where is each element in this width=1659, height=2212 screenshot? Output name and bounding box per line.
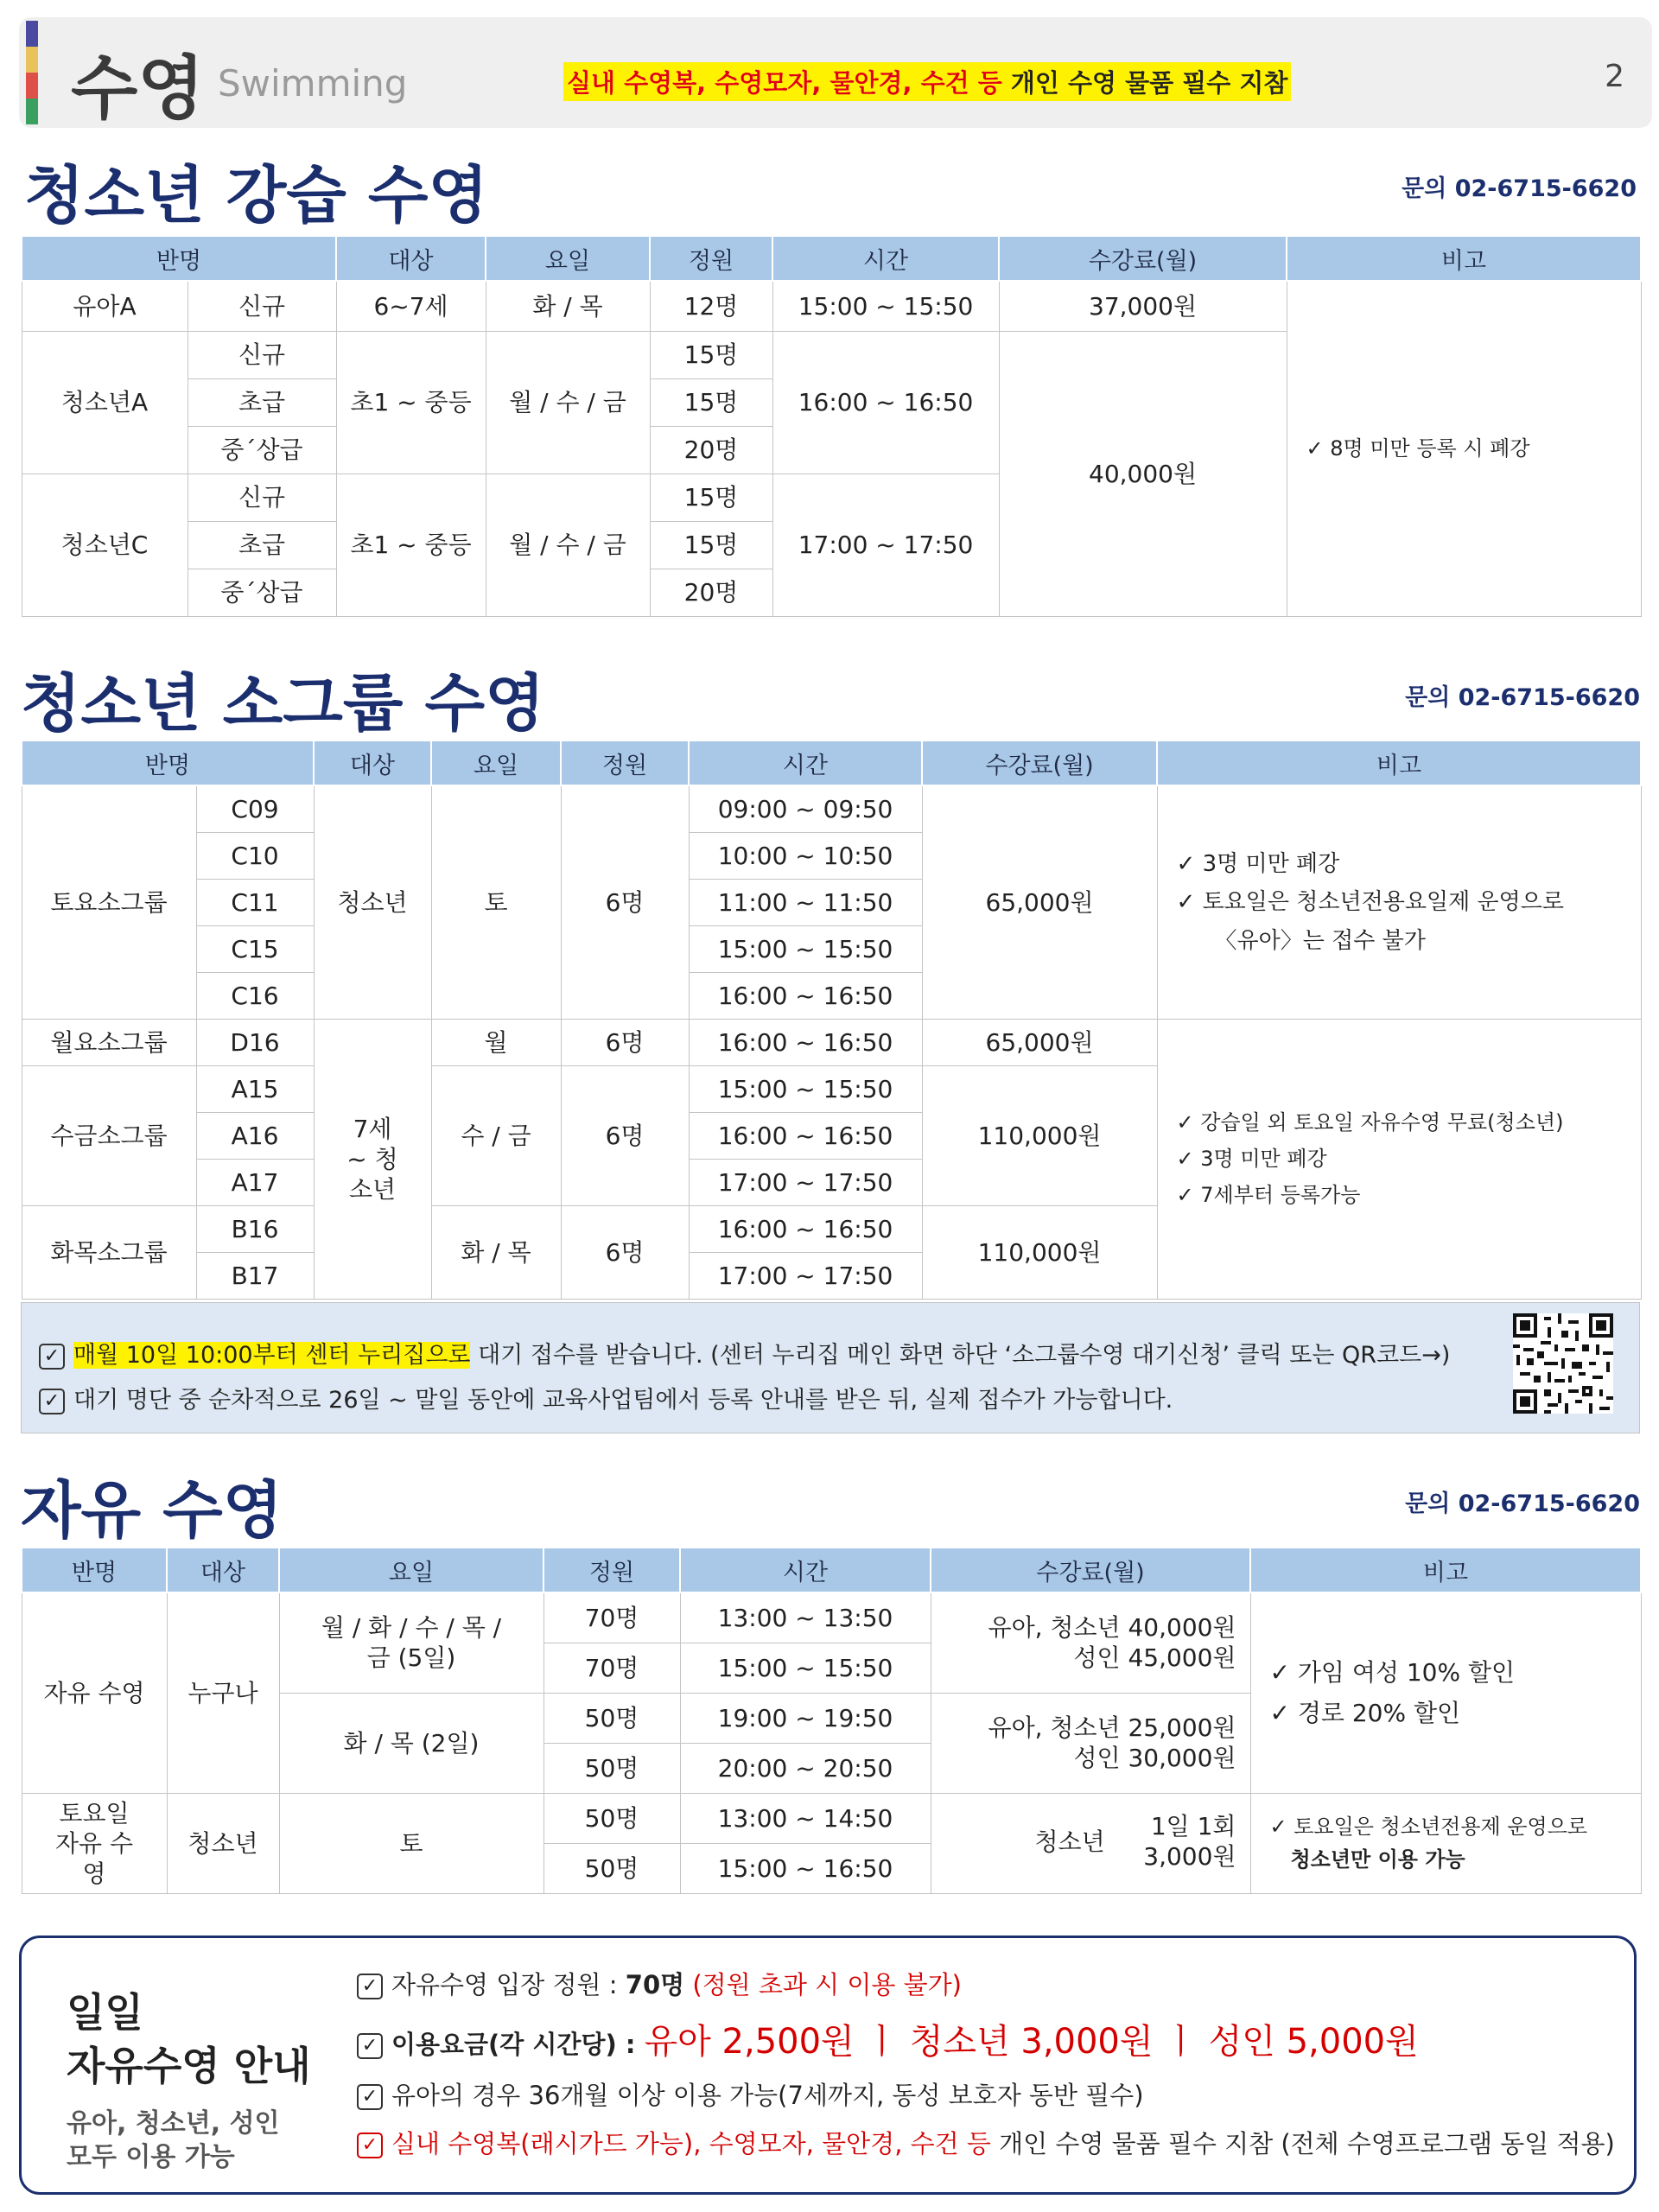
class-level: 초급: [188, 378, 336, 426]
class-level: 초급: [188, 521, 336, 569]
table-row: [22, 1019, 1641, 1065]
info-line-items: [357, 2125, 1615, 2160]
class-target: 7세 ~ 청소년: [314, 1019, 431, 1299]
class-code: C16: [196, 972, 314, 1019]
info-text: 70명: [625, 1970, 685, 1999]
class-time: 15:00 ~ 15:50: [689, 1065, 922, 1112]
note-line: ✓ 강습일 외 토요일 자유수영 무료(청소년): [1176, 1110, 1564, 1135]
note-line: ✓ 8명 미만 등록 시 폐강: [1306, 436, 1530, 461]
info-text: 실내 수영복(래시가드 가능), 수영모자, 물안경, 수건 등: [391, 2129, 991, 2158]
sat-note: [1157, 785, 1641, 1019]
checkbox-icon: ✓: [357, 2133, 383, 2158]
class-target: 초1 ~ 중등: [336, 474, 486, 616]
class-days: 토: [431, 785, 561, 1019]
class-capacity: 15명: [650, 378, 772, 426]
class-code: A15: [196, 1065, 314, 1112]
fee-line: 성인 30,000원: [1073, 1744, 1236, 1772]
fee-line: 유아, 청소년 40,000원: [988, 1613, 1236, 1643]
class-time: 17:00 ~ 17:50: [689, 1159, 922, 1205]
class-time: 16:00 ~ 16:50: [689, 1019, 922, 1065]
class-capacity: 50명: [543, 1793, 680, 1843]
class-name: 자유 수영: [22, 1592, 167, 1793]
note-line: ✓ 경로 20% 할인: [1269, 1699, 1461, 1728]
note-line: ✓ 토요일은 청소년전용제 운영으로: [1269, 1815, 1588, 1839]
class-fee: 40,000원: [999, 331, 1287, 616]
class-fee: 65,000원: [922, 1019, 1157, 1065]
note-line: ✓ 7세부터 등록가능: [1176, 1183, 1361, 1207]
col-header-time: 시간: [772, 236, 999, 281]
class-level: 중ˊ상급: [188, 569, 336, 616]
class-target: 청소년: [314, 785, 431, 1019]
class-code: A17: [196, 1159, 314, 1205]
class-capacity: 15명: [650, 474, 772, 521]
free-swim-table: [21, 1547, 1642, 1894]
class-name: 청소년C: [22, 474, 188, 616]
group-section-title: 청소년 소그룹 수영: [21, 667, 545, 740]
info-title: [67, 1986, 311, 2093]
info-text: 이용요금(각 시간당) :: [391, 2030, 645, 2059]
info-line-capacity: [357, 1966, 962, 2001]
header-notice: [563, 62, 1291, 101]
class-capacity: 6명: [561, 1065, 689, 1205]
waitlist-text: 대기 접수를 받습니다. (센터 누리집 메인 화면 하단 ‘소그룹수영 대기신청’ 클릭 또는 QR코드→): [470, 1342, 1451, 1369]
info-text: 유아의 경우 36개월 이상 이용 가능(7세까지, 동성 보호자 동반 필수): [391, 2081, 1144, 2110]
lesson-note: [1287, 281, 1641, 616]
table-header-row: [22, 741, 1641, 785]
class-time: 11:00 ~ 11:50: [689, 879, 922, 925]
class-target: 초1 ~ 중등: [336, 331, 486, 474]
notice-black-text: 개인 수영 물품 필수 지참: [1001, 68, 1288, 98]
class-time: 13:00 ~ 14:50: [680, 1793, 931, 1843]
info-title-line: 일일: [67, 1989, 143, 2036]
class-target: 6~7세: [336, 281, 486, 331]
class-days: 월 / 수 / 금: [486, 474, 650, 616]
table-row: [22, 785, 1641, 832]
class-code: C11: [196, 879, 314, 925]
note-line: ✓ 토요일은 청소년전용요일제 운영으로: [1176, 889, 1564, 915]
class-code: C09: [196, 785, 314, 832]
class-code: C15: [196, 925, 314, 972]
info-subtitle: [67, 2107, 280, 2174]
fee-label: 청소년: [1034, 1827, 1105, 1856]
class-time: 20:00 ~ 20:50: [680, 1743, 931, 1793]
free-note: [1250, 1592, 1641, 1793]
fee-line: 유아, 청소년 25,000원: [988, 1713, 1236, 1742]
fee-line: 3,000원: [1143, 1841, 1236, 1871]
class-level: 신규: [188, 474, 336, 521]
checkbox-icon: ✓: [357, 2084, 383, 2110]
class-name: 수금소그룹: [22, 1065, 196, 1205]
class-target: 청소년: [167, 1793, 279, 1893]
page-header: [19, 17, 1652, 128]
class-time: 15:00 ~ 16:50: [680, 1843, 931, 1893]
class-time: 16:00 ~ 16:50: [689, 1112, 922, 1159]
class-capacity: 6명: [561, 1019, 689, 1065]
class-capacity: 12명: [650, 281, 772, 331]
free-contact: 문의 02-6715-6620: [1405, 1491, 1640, 1517]
class-time: 16:00 ~ 16:50: [772, 331, 999, 474]
fee-line: 1일 1회: [1150, 1811, 1236, 1840]
class-days: 화 / 목: [431, 1205, 561, 1299]
checkbox-icon: ✓: [357, 2033, 383, 2059]
class-time: 15:00 ~ 15:50: [689, 925, 922, 972]
class-time: 19:00 ~ 19:50: [680, 1693, 931, 1743]
class-time: 16:00 ~ 16:50: [689, 1205, 922, 1252]
table-header-row: [22, 236, 1641, 281]
info-subtitle-line: 모두 이용 가능: [67, 2142, 235, 2172]
class-level: 신규: [188, 331, 336, 378]
class-target: 누구나: [167, 1592, 279, 1793]
group-table: [21, 740, 1642, 1300]
group-other-note: [1157, 1019, 1641, 1299]
info-text: 개인 수영 물품 필수 지참 (전체 수영프로그램 동일 적용): [990, 2129, 1615, 2158]
table-row: [22, 281, 1641, 331]
checkbox-icon: ✓: [357, 1974, 383, 1999]
info-subtitle-line: 유아, 청소년, 성인: [67, 2108, 280, 2139]
col-header-target: 대상: [314, 741, 431, 785]
class-fee: [931, 1592, 1250, 1693]
class-capacity: 70명: [543, 1643, 680, 1693]
info-text: 자유수영 입장 정원 :: [391, 1970, 626, 1999]
info-line-price: [357, 2014, 1419, 2063]
class-days: 토: [279, 1793, 543, 1893]
note-line: ✓ 3명 미만 폐강: [1176, 1147, 1327, 1171]
sat-free-note: [1250, 1793, 1641, 1893]
class-days: 월: [431, 1019, 561, 1065]
class-capacity: 20명: [650, 426, 772, 474]
class-name: 화목소그룹: [22, 1205, 196, 1299]
class-time: 09:00 ~ 09:50: [689, 785, 922, 832]
col-header-class: 반명: [22, 236, 336, 281]
col-header-note: 비고: [1287, 236, 1641, 281]
class-time: 13:00 ~ 13:50: [680, 1592, 931, 1643]
class-fee: 110,000원: [922, 1205, 1157, 1299]
info-price-text: 유아 2,500원 ㅣ 청소년 3,000원 ㅣ 성인 5,000원: [644, 2022, 1419, 2062]
note-line: ✓ 가임 여성 10% 할인: [1269, 1658, 1516, 1688]
class-name: 유아A: [22, 281, 188, 331]
note-line: 청소년만 이용 가능: [1290, 1847, 1465, 1872]
class-days: 월 / 수 / 금: [486, 331, 650, 474]
class-capacity: 6명: [561, 1205, 689, 1299]
lesson-contact: 문의 02-6715-6620: [1402, 175, 1637, 202]
col-header-fee: 수강료(월): [931, 1548, 1250, 1592]
info-text: (정원 초과 시 이용 불가): [684, 1970, 962, 1999]
class-fee: [931, 1693, 1250, 1793]
col-header-class: 반명: [22, 1548, 167, 1592]
col-header-target: 대상: [336, 236, 486, 281]
waitlist-line-1: [39, 1336, 1450, 1370]
class-name: 토요일 자유 수영: [22, 1793, 167, 1893]
waitlist-line-2: [39, 1381, 1173, 1414]
group-contact: 문의 02-6715-6620: [1405, 684, 1640, 711]
class-code: B16: [196, 1205, 314, 1252]
class-capacity: 6명: [561, 785, 689, 1019]
note-line: 〈유아〉는 접수 불가: [1214, 927, 1426, 954]
color-bar: [26, 21, 38, 124]
col-header-time: 시간: [680, 1548, 931, 1592]
class-capacity: 70명: [543, 1592, 680, 1643]
col-header-note: 비고: [1157, 741, 1641, 785]
class-capacity: 20명: [650, 569, 772, 616]
class-fee: 37,000원: [999, 281, 1287, 331]
col-header-capacity: 정원: [543, 1548, 680, 1592]
class-code: A16: [196, 1112, 314, 1159]
class-days: 월 / 화 / 수 / 목 / 금 (5일): [279, 1592, 543, 1693]
class-time: 17:00 ~ 17:50: [689, 1252, 922, 1299]
col-header-target: 대상: [167, 1548, 279, 1592]
class-time: 15:00 ~ 15:50: [772, 281, 999, 331]
class-days: 화 / 목: [486, 281, 650, 331]
class-name: 월요소그룹: [22, 1019, 196, 1065]
col-header-capacity: 정원: [650, 236, 772, 281]
page-title: 수영: [71, 48, 205, 129]
free-section-title: 자유 수영: [21, 1474, 283, 1547]
class-fee: 65,000원: [922, 785, 1157, 1019]
notice-red-text: 실내 수영복, 수영모자, 물안경, 수건 등: [567, 68, 1002, 98]
class-time: 10:00 ~ 10:50: [689, 832, 922, 879]
checkbox-icon: ✓: [39, 1389, 65, 1414]
col-header-days: 요일: [486, 236, 650, 281]
col-header-fee: 수강료(월): [922, 741, 1157, 785]
lesson-section-title: 청소년 강습 수영: [24, 159, 488, 232]
class-capacity: 50명: [543, 1743, 680, 1793]
table-row: [22, 1592, 1641, 1643]
col-header-fee: 수강료(월): [999, 236, 1287, 281]
checkbox-icon: ✓: [39, 1344, 65, 1370]
class-time: 16:00 ~ 16:50: [689, 972, 922, 1019]
class-time: 15:00 ~ 15:50: [680, 1643, 931, 1693]
info-title-line: 자유수영 안내: [67, 2043, 311, 2090]
col-header-capacity: 정원: [561, 741, 689, 785]
class-fee: [931, 1793, 1250, 1893]
lesson-table: [21, 235, 1642, 617]
class-time: 17:00 ~ 17:50: [772, 474, 999, 616]
class-capacity: 50명: [543, 1843, 680, 1893]
waitlist-box: [21, 1302, 1640, 1433]
class-level: 중ˊ상급: [188, 426, 336, 474]
col-header-class: 반명: [22, 741, 314, 785]
class-level: 신규: [188, 281, 336, 331]
fee-value: [1143, 1811, 1236, 1872]
class-code: B17: [196, 1252, 314, 1299]
class-name: 청소년A: [22, 331, 188, 474]
table-header-row: [22, 1548, 1641, 1592]
class-days: 수 / 금: [431, 1065, 561, 1205]
fee-line: 성인 45,000원: [1073, 1643, 1236, 1673]
class-capacity: 50명: [543, 1693, 680, 1743]
class-code: C10: [196, 832, 314, 879]
col-header-note: 비고: [1250, 1548, 1641, 1592]
class-capacity: 15명: [650, 331, 772, 378]
class-code: D16: [196, 1019, 314, 1065]
page-number: 2: [1605, 59, 1624, 94]
class-name: 토요소그룹: [22, 785, 196, 1019]
waitlist-highlight: 매월 10일 10:00부터 센터 누리집으로: [73, 1342, 471, 1369]
class-fee: 110,000원: [922, 1065, 1157, 1205]
col-header-days: 요일: [431, 741, 561, 785]
col-header-time: 시간: [689, 741, 922, 785]
note-line: ✓ 3명 미만 폐강: [1176, 850, 1340, 877]
col-header-days: 요일: [279, 1548, 543, 1592]
waitlist-text: 대기 명단 중 순차적으로 26일 ~ 말일 동안에 교육사업팀에서 등록 안내를 받은 뒤, 실제 접수가 가능합니다.: [73, 1387, 1173, 1414]
qr-code-icon[interactable]: [1513, 1313, 1613, 1414]
info-line-age: [357, 2076, 1144, 2112]
daily-free-swim-info: [19, 1936, 1637, 2195]
page-subtitle: Swimming: [218, 62, 408, 105]
class-capacity: 15명: [650, 521, 772, 569]
table-row: [22, 1793, 1641, 1843]
class-days: 화 / 목 (2일): [279, 1693, 543, 1793]
